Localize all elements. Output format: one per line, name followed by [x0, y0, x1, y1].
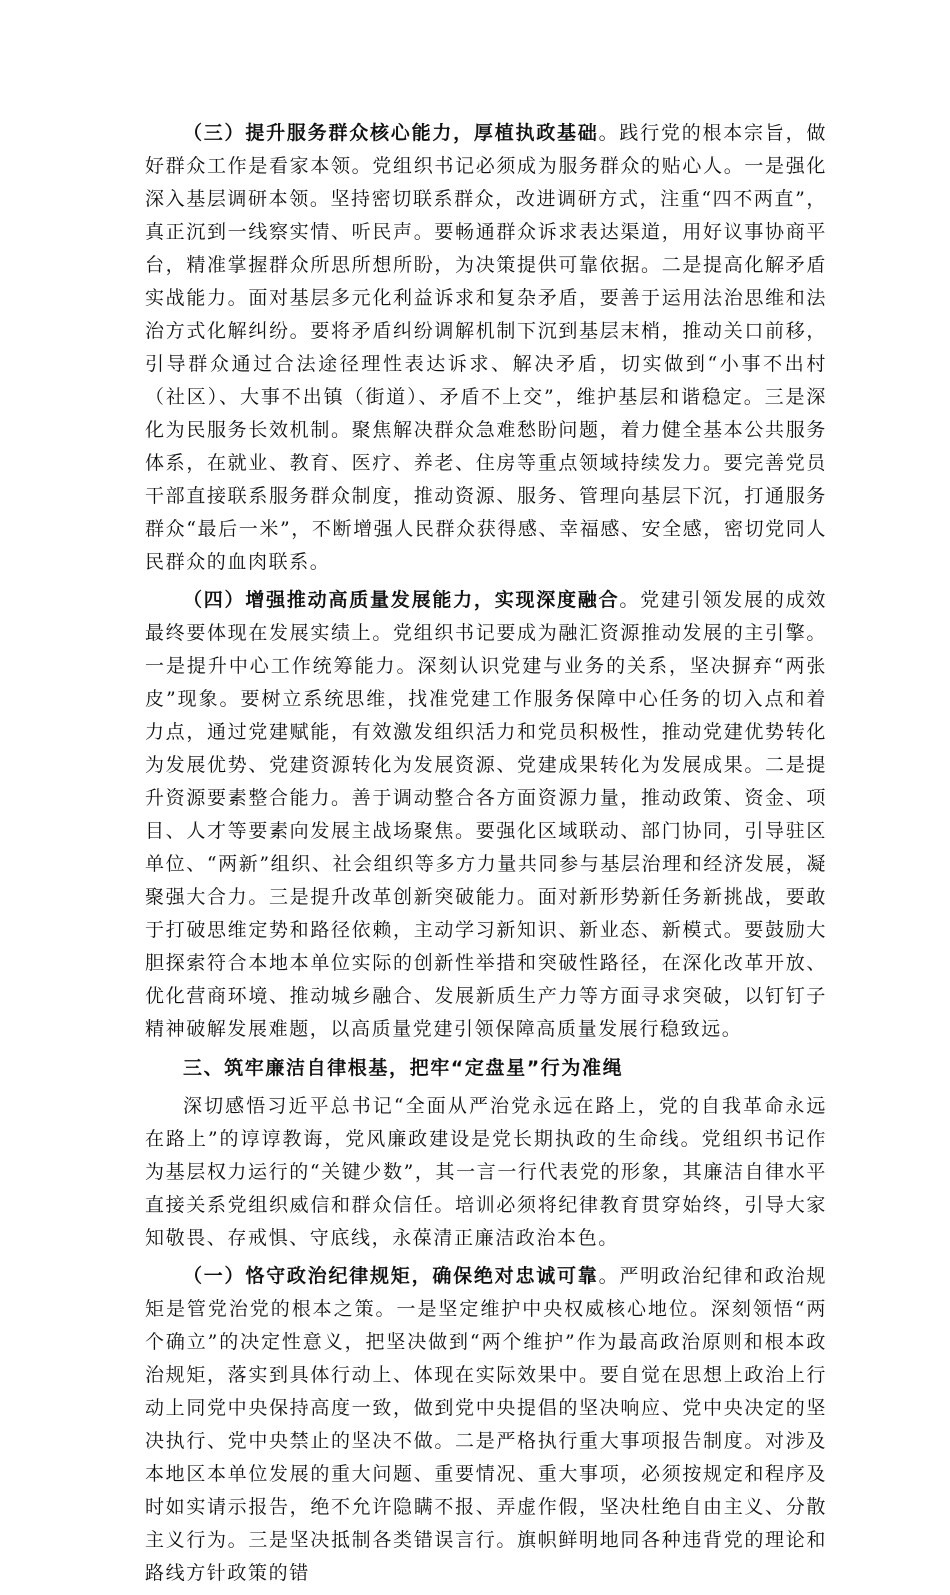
paragraph-body: 。践行党的根本宗旨，做好群众工作是看家本领。党组织书记必须成为服务群众的贴心人。一是强化深入基层调研本领。坚持密切联系群众，改进调研方式，注重“四不两直”，真正沉到一线察实情、听民声。要畅通群众诉求表达渠道，用好议事协商平台，精准掌握群众所思所想所盼，为决策提供可靠依据。二是提高化解矛盾实战能力。面对基层多元化利益诉求和复杂矛盾，要善于运用法治思维和法治方式化解纠纷。要将矛盾纠纷调解机制下沉到基层末梢，推动关口前移，引导群众通过合法途径理性表达诉求、解决矛盾，切实做到“小事不出村（社区）、大事不出镇（街道）、矛盾不上交”，维护基层和谐稳定。三是深化为民服务长效机制。聚焦解决群众急难愁盼问题，着力健全基本公共服务体系，在就业、教育、医疗、养老、住房等重点领域持续发力。要完善党员干部直接联系服务群众制度，推动资源、服务、管理向基层下沉，打通服务群众“最后一米”，不断增强人民群众获得感、幸福感、安全感，密切党同人民群众的血肉联系。: [145, 122, 827, 573]
paragraph-lead: （三）提升服务群众核心能力，厚植执政基础: [183, 122, 599, 144]
paragraph-lead: （四）增强推动高质量发展能力，实现深度融合: [183, 589, 620, 611]
section-intro: 深切感悟习近平总书记“全面从严治党永远在路上，党的自我革命永远在路上”的谆谆教诲，党风廉政建设是党长期执政的生命线。党组织书记作为基层权力运行的“关键少数”，其一言一行代表党的形象，其廉洁自律水平直接关系党组织威信和群众信任。培训必须将纪律教育贯穿始终，引导大家知敬畏、存戒惧、守底线，永葆清正廉洁政治本色。: [145, 1095, 827, 1249]
paragraph-3: [145, 117, 827, 579]
paragraph-body: 。严明政治纪律和政治规矩是管党治党的根本之策。一是坚定维护中央权威核心地位。深刻领悟“两个确立”的决定性意义，把坚决做到“两个维护”作为最高政治原则和根本政治规矩，落实到具体行动上、体现在实际效果中。要自觉在思想上政治上行动上同党中央保持高度一致，做到党中央提倡的坚决响应、党中央决定的坚决执行、党中央禁止的坚决不做。二是严格执行重大事项报告制度。对涉及本地区本单位发展的重大问题、重要情况、重大事项，必须按规定和程序及时如实请示报告，绝不允许隐瞒不报、弄虚作假，坚决杜绝自由主义、分散主义行为。三是坚决抵制各类错误言行。旗帜鲜明地同各种违背党的理论和路线方针政策的错: [145, 1265, 827, 1584]
paragraph-section-1: [145, 1260, 827, 1590]
paragraph-4: [145, 584, 827, 1046]
paragraph-body: 。党建引领发展的成效最终要体现在发展实绩上。党组织书记要成为融汇资源推动发展的主引擎。一是提升中心工作统筹能力。深刻认识党建与业务的关系，坚决摒弃“两张皮”现象。要树立系统思维，找准党建工作服务保障中心任务的切入点和着力点，通过党建赋能，有效激发组织活力和党员积极性，推动党建优势转化为发展优势、党建资源转化为发展资源、党建成果转化为发展成果。二是提升资源要素整合能力。善于调动整合各方面资源力量，推动政策、资金、项目、人才等要素向发展主战场聚焦。要强化区域联动、部门协同，引导驻区单位、“两新”组织、社会组织等多方力量共同参与基层治理和经济发展，凝聚强大合力。三是提升改革创新突破能力。面对新形势新任务新挑战，要敢于打破思维定势和路径依赖，主动学习新知识、新业态、新模式。要鼓励大胆探索符合本地本单位实际的创新性举措和突破性路径，在深化改革开放、优化营商环境、推动城乡融合、发展新质生产力等方面寻求突破，以钉钉子精神破解发展难题，以高质量党建引领保障高质量发展行稳致远。: [145, 589, 827, 1040]
document-page: [145, 117, 827, 1595]
paragraph-lead: （一）恪守政治纪律规矩，确保绝对忠诚可靠: [183, 1265, 599, 1287]
section-heading: 三、筑牢廉洁自律根基，把牢“定盘星”行为准绳: [183, 1057, 624, 1079]
